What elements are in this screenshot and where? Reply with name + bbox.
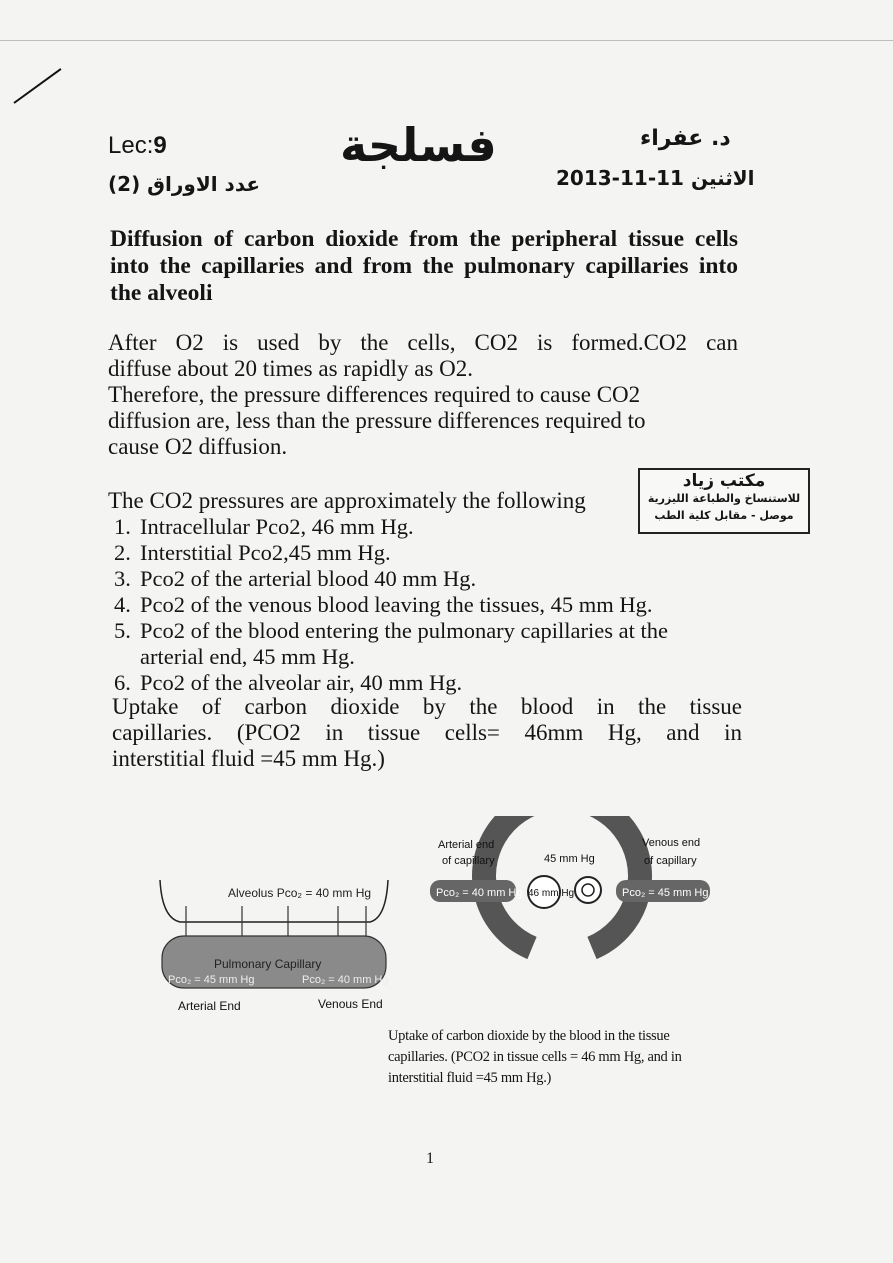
arterial-pco2: Pco₂ = 40 mm Hg [436,887,523,899]
intro-paragraph [108,330,738,460]
left-pco2: Pco₂ = 45 mm Hg [168,974,255,986]
figure-caption: Uptake of carbon dioxide by the blood in the tissue capillaries. (PCO2 in tissue cells = 46 mm Hg, and in interstitial fluid =45 mm Hg.) [388,1028,682,1086]
list-item: 5. Pco2 of the blood entering the pulmonary capillaries at the arterial end, 45 mm Hg. [114,618,668,669]
uptake-paragraph [112,694,742,772]
intro-line: cause O2 diffusion. [108,434,288,459]
arterial-end-label: Arterial End [178,999,241,1013]
cell-pco2: 46 mm Hg [528,888,575,899]
list-item: 6. Pco2 of the alveolar air, 40 mm Hg. [114,670,463,695]
page-number: 1 [426,1150,434,1167]
list-item: 4. Pco2 of the venous blood leaving the tissues, 45 mm Hg. [114,592,653,617]
interstitial-pco2: 45 mm Hg [544,853,595,865]
stamp-line: موصل - مقابل كلية الطب [654,509,794,522]
venous-pco2: Pco₂ = 45 mm Hg [622,887,709,899]
capillary-label: Pulmonary Capillary [214,957,322,971]
alveolus-label: Alveolus Pco₂ = 40 mm Hg [228,886,372,900]
list-item: 2. Interstitial Pco2,45 mm Hg. [114,540,391,565]
uptake-line: interstitial fluid =45 mm Hg.) [112,746,385,771]
venous-end-label: of capillary [644,855,697,867]
pulmonary-capillary-diagram [150,870,400,1020]
arterial-end-label: Arterial end [438,839,495,851]
section-heading: Diffusion of carbon dioxide from the peripheral tissue cells into the capillaries and from the pulmonary capillaries into the alveoli [110,226,738,306]
venous-end-label: Venous end [642,837,701,849]
intro-line: Therefore, the pressure differences required to cause CO2 [108,382,641,407]
intro-line: diffusion are, less than the pressure differences required to [108,408,646,433]
scan-top-line [0,40,893,41]
subject-title: فسلجة [340,118,497,172]
page-count: عدد الاوراق (2) [108,172,261,196]
intro-line: diffuse about 20 times as rapidly as O2. [108,356,473,381]
venous-end-label: Venous End [318,997,383,1011]
stamp-line: للاستنساخ والطباعة الليزرية [647,492,801,505]
pressure-list [114,514,754,696]
right-pco2: Pco₂ = 40 mm Hg [302,974,389,986]
pen-mark [13,68,61,104]
cell-nucleus-icon [575,877,601,903]
lecture-date: الاثنين 11-11-2013 [556,166,755,190]
pressures-intro: The CO2 pressures are approximately the following [108,488,586,513]
uptake-line: Uptake of carbon dioxide by the blood in the tissue [112,694,742,719]
list-item: 1. Intracellular Pco2, 46 mm Hg. [114,514,414,539]
intro-line: After O2 is used by the cells, CO2 is formed.CO2 can [108,330,738,355]
arterial-end-label: of capillary [442,855,495,867]
lecture-number: Lec:9 [108,132,167,159]
list-item: 3. Pco2 of the arterial blood 40 mm Hg. [114,566,477,591]
uptake-line: capillaries. (PCO2 in tissue cells= 46mm Hg, and in [112,720,742,745]
stamp-line: مكتب زياد [682,471,766,491]
doctor-name: د. عفراء [640,126,731,151]
tissue-capillary-diagram [420,816,720,966]
